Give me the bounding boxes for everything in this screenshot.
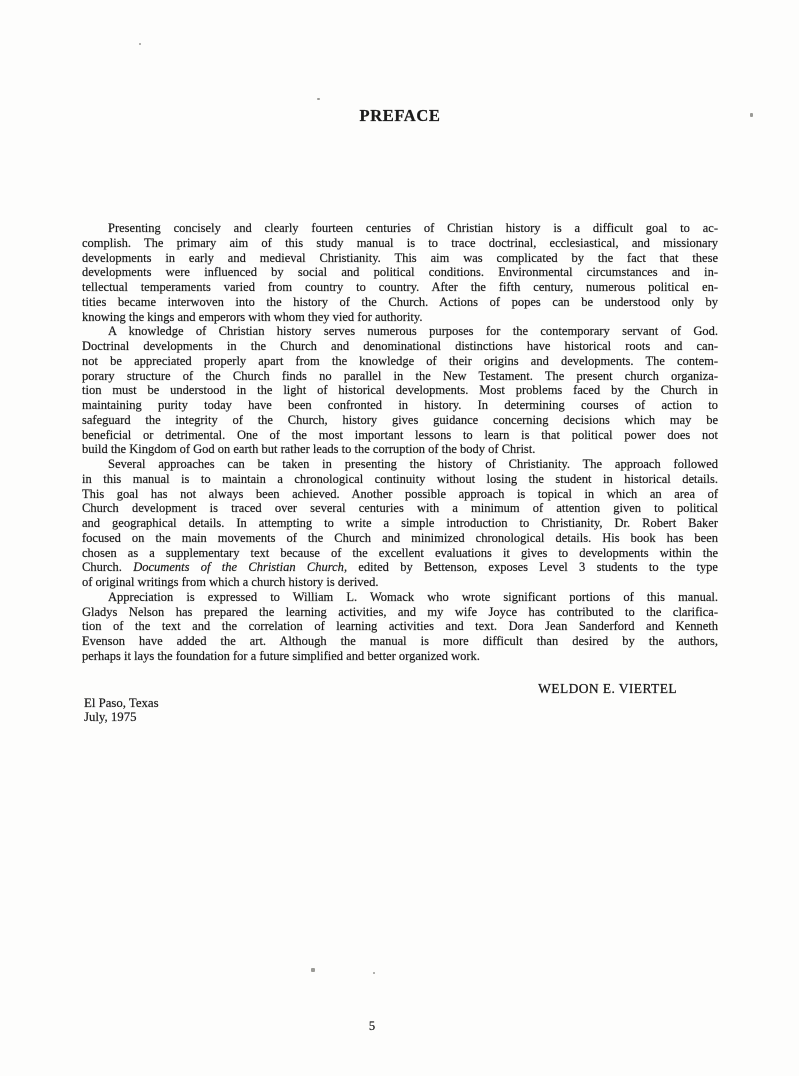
line-text: of original writings from which a church history is derived.: [82, 575, 379, 589]
signature-date: July, 1975: [84, 710, 137, 724]
page-title: PREFACE: [359, 106, 441, 125]
signature-place: El Paso, Texas: [84, 696, 159, 710]
scan-artifact: [317, 98, 320, 100]
text-line: [82, 280, 718, 295]
line-text: Gladys Nelson has prepared the learning activities, and my wife Joyce has contributed to the clarifica-: [82, 604, 718, 619]
scan-artifact: [373, 972, 375, 974]
line-text: developments in early and medieval Christianity. This aim was complicated by the fact that these: [82, 250, 718, 265]
line-text: A knowledge of Christian history serves numerous purposes for the contemporary servant of God.: [108, 324, 718, 339]
paragraph-1: [82, 221, 718, 324]
text-line: [82, 619, 718, 634]
text-line: [82, 354, 718, 369]
text-line: [82, 487, 718, 502]
text-line: [82, 324, 718, 339]
line-text: in this manual is to maintain a chronological continuity without losing the student in historical details.: [82, 471, 718, 486]
line-italic-text: Documents of the Christian Church: [133, 560, 344, 575]
text-line: [82, 310, 718, 325]
text-line: [82, 251, 718, 266]
text-line: [82, 295, 718, 310]
text-line: [82, 398, 718, 413]
line-text: focused on the main movements of the Church and minimized chronological details. His book has been: [82, 530, 718, 545]
text-line: [82, 428, 718, 443]
line-text-after-italic: , edited by Bettenson, exposes Level 3 students to the type: [343, 560, 718, 575]
line-text: Several approaches can be taken in presenting the history of Christianity. The approach followed: [108, 457, 718, 471]
line-text: knowing the kings and emperors with whom they vied for authority.: [82, 309, 423, 324]
text-line: [82, 472, 718, 487]
line-text: beneficial or detrimental. One of the most important lessons to learn is that political power does not: [82, 427, 718, 442]
line-text: Appreciation is expressed to William L. Womack who wrote significant portions of this manual.: [108, 589, 718, 604]
line-text: This goal has not always been achieved. Another possible approach is topical in which an area of: [82, 486, 718, 501]
preface-body-text: [82, 221, 718, 664]
text-line: [82, 605, 718, 620]
paragraph-3: [82, 457, 718, 590]
text-line: [82, 546, 718, 561]
line-text: complish. The primary aim of this study manual is to trace doctrinal, ecclesiastical, and missionary: [82, 235, 718, 250]
line-text: Doctrinal developments in the Church and denominational distinctions have historical roots and can-: [82, 339, 718, 353]
line-text: tion must be understood in the light of historical developments. Most problems faced by the Church in: [82, 383, 718, 398]
text-line: [82, 236, 718, 251]
line-text: perhaps it lays the foundation for a future simplified and better organized work.: [82, 648, 480, 663]
line-text: porary structure of the Church finds no parallel in the New Testament. The present church organiza-: [82, 368, 718, 383]
text-line: [82, 516, 718, 531]
paragraph-2: [82, 324, 718, 457]
scan-artifact: [750, 113, 753, 117]
line-text: chosen as a supplementary text because of the excellent evaluations it gives to developments within the: [82, 545, 718, 560]
text-line: [82, 501, 718, 516]
line-text: tellectual temperaments varied from country to country. After the fifth century, numerous political en-: [82, 280, 718, 294]
line-text: developments were influenced by social and political conditions. Environmental circumstances and in-: [82, 265, 718, 280]
line-text: safeguard the integrity of the Church, history gives guidance concerning decisions which may be: [82, 412, 718, 427]
line-text: Church.: [82, 560, 134, 575]
line-text: Church development is traced over several centuries with a minimum of attention given to political: [82, 501, 718, 516]
line-text: not be appreciated properly apart from the knowledge of their origins and developments. The contem-: [82, 353, 718, 368]
line-text: Evenson have added the art. Although the manual is more difficult than desired by the authors,: [82, 634, 718, 648]
text-line: [82, 531, 718, 546]
author-signature: WELDON E. VIERTEL: [538, 681, 677, 696]
text-line: [82, 265, 718, 280]
text-line: [82, 634, 718, 649]
page-number: 5: [368, 1019, 376, 1033]
line-text: build the Kingdom of God on earth but rather leads to the corruption of the body of Christ.: [82, 442, 536, 457]
text-line: [82, 575, 718, 590]
text-line: [82, 590, 718, 605]
text-line: [82, 339, 718, 354]
scan-artifact: [139, 43, 141, 45]
line-text: Presenting concisely and clearly fourteen centuries of Christian history is a difficult goal to ac-: [108, 221, 718, 235]
line-text: maintaining purity today have been confronted in history. In determining courses of action to: [82, 398, 718, 412]
paragraph-4: [82, 590, 718, 664]
scan-artifact: [311, 968, 315, 972]
text-line: [82, 369, 718, 384]
text-line: [82, 383, 718, 398]
line-text: tion of the text and the correlation of learning activities and text. Dora Jean Sanderford and Kenneth: [82, 619, 718, 634]
line-text: and geographical details. In attempting to write a simple introduction to Christianity, Dr. Robert Baker: [82, 516, 718, 530]
text-line: [82, 442, 718, 457]
text-line: [82, 649, 718, 664]
text-line: [82, 457, 718, 472]
text-line: [82, 221, 718, 236]
text-line: [82, 413, 718, 428]
text-line: [82, 560, 718, 575]
line-text: tities became interwoven into the history of the Church. Actions of popes can be understood only by: [82, 294, 718, 309]
